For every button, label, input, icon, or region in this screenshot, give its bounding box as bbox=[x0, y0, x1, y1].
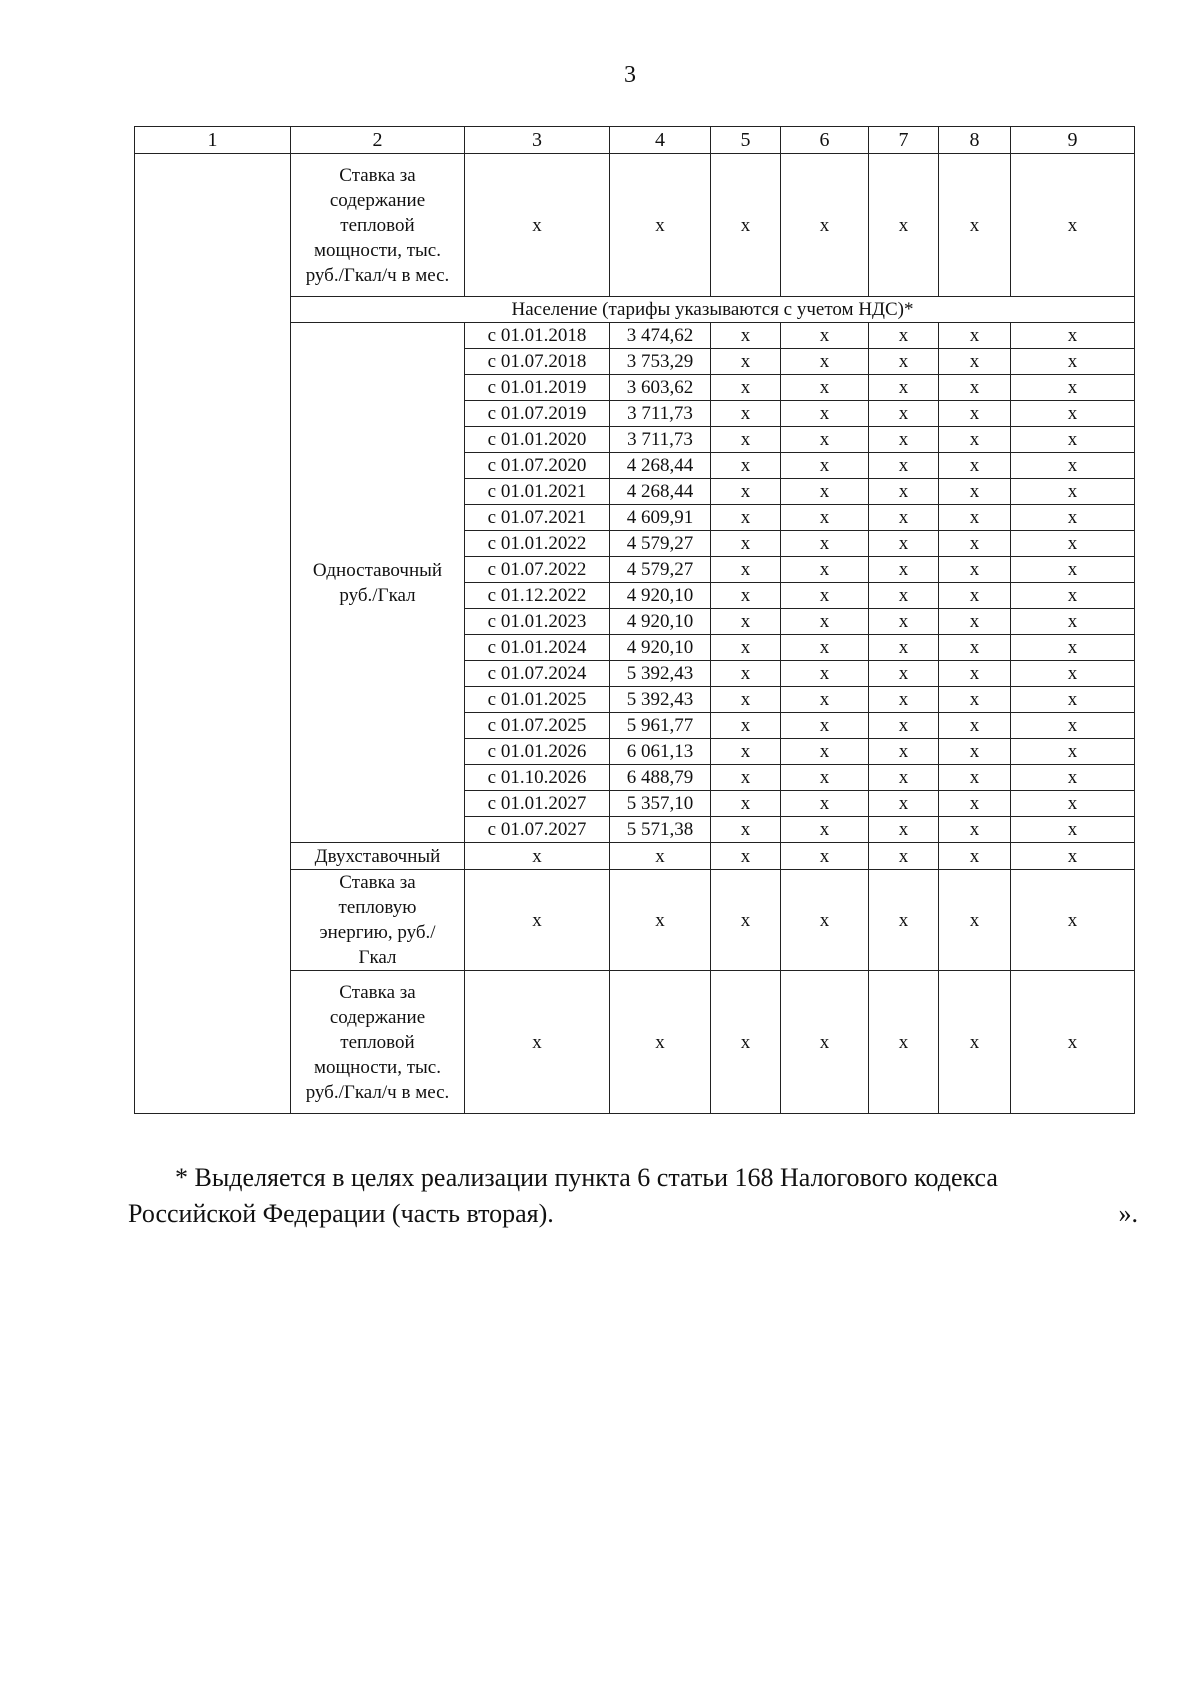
x-cell: х bbox=[1011, 791, 1135, 817]
header-cell: 8 bbox=[939, 127, 1011, 154]
date-cell: с 01.01.2023 bbox=[465, 609, 610, 635]
x-cell: х bbox=[1011, 427, 1135, 453]
value-cell: 5 357,10 bbox=[610, 791, 711, 817]
value-cell: 4 579,27 bbox=[610, 557, 711, 583]
value-cell: 4 920,10 bbox=[610, 609, 711, 635]
x-cell: х bbox=[869, 154, 939, 297]
value-cell: 4 268,44 bbox=[610, 479, 711, 505]
x-cell: х bbox=[939, 427, 1011, 453]
x-cell: х bbox=[1011, 557, 1135, 583]
x-cell: х bbox=[869, 323, 939, 349]
header-cell: 2 bbox=[291, 127, 465, 154]
header-cell: 7 bbox=[869, 127, 939, 154]
x-cell: х bbox=[869, 479, 939, 505]
x-cell: х bbox=[869, 765, 939, 791]
x-cell: х bbox=[711, 661, 781, 687]
section-title: Население (тарифы указываются с учетом НДС)* bbox=[291, 297, 1135, 323]
row-label: Ставка за содержание тепловой мощности, тыс. руб./Гкал/ч в мес. bbox=[291, 971, 465, 1114]
date-cell: с 01.07.2024 bbox=[465, 661, 610, 687]
x-cell: х bbox=[869, 791, 939, 817]
x-cell: х bbox=[939, 557, 1011, 583]
x-cell: х bbox=[1011, 661, 1135, 687]
value-cell: 5 571,38 bbox=[610, 817, 711, 843]
x-cell: х bbox=[610, 843, 711, 870]
x-cell: х bbox=[1011, 583, 1135, 609]
value-cell: 6 061,13 bbox=[610, 739, 711, 765]
x-cell: х bbox=[939, 531, 1011, 557]
x-cell: х bbox=[939, 791, 1011, 817]
date-cell: с 01.01.2021 bbox=[465, 479, 610, 505]
header-cell: 3 bbox=[465, 127, 610, 154]
x-cell: х bbox=[1011, 687, 1135, 713]
x-cell: х bbox=[781, 531, 869, 557]
x-cell: х bbox=[939, 687, 1011, 713]
x-cell: х bbox=[781, 453, 869, 479]
x-cell: х bbox=[939, 739, 1011, 765]
value-cell: 4 920,10 bbox=[610, 635, 711, 661]
x-cell: х bbox=[869, 349, 939, 375]
row-label: Ставка за содержание тепловой мощности, тыс. руб./Гкал/ч в мес. bbox=[291, 154, 465, 297]
value-cell: 3 753,29 bbox=[610, 349, 711, 375]
x-cell: х bbox=[711, 843, 781, 870]
row-label: Одноставочный руб./Гкал bbox=[291, 323, 465, 843]
x-cell: х bbox=[869, 687, 939, 713]
date-cell: с 01.01.2026 bbox=[465, 739, 610, 765]
x-cell: х bbox=[1011, 375, 1135, 401]
x-cell: х bbox=[869, 453, 939, 479]
x-cell: х bbox=[939, 843, 1011, 870]
x-cell: х bbox=[869, 817, 939, 843]
x-cell: х bbox=[781, 349, 869, 375]
x-cell: х bbox=[939, 870, 1011, 971]
x-cell: х bbox=[939, 154, 1011, 297]
footnote-line-1: * Выделяется в целях реализации пункта 6 статьи 168 Налогового кодекса bbox=[175, 1163, 998, 1192]
x-cell: х bbox=[869, 870, 939, 971]
tariff-table bbox=[134, 126, 1135, 1114]
x-cell: х bbox=[939, 583, 1011, 609]
date-cell: с 01.07.2022 bbox=[465, 557, 610, 583]
x-cell: х bbox=[1011, 323, 1135, 349]
x-cell: х bbox=[869, 971, 939, 1114]
x-cell: х bbox=[711, 739, 781, 765]
x-cell: х bbox=[711, 349, 781, 375]
date-cell: с 01.07.2018 bbox=[465, 349, 610, 375]
value-cell: 4 609,91 bbox=[610, 505, 711, 531]
x-cell: х bbox=[869, 609, 939, 635]
value-cell: 5 392,43 bbox=[610, 687, 711, 713]
page-number: 3 bbox=[624, 62, 636, 88]
x-cell: х bbox=[711, 713, 781, 739]
x-cell: х bbox=[781, 401, 869, 427]
x-cell: х bbox=[939, 401, 1011, 427]
value-cell: 5 392,43 bbox=[610, 661, 711, 687]
value-cell: 5 961,77 bbox=[610, 713, 711, 739]
closing-quote: ». bbox=[1118, 1199, 1138, 1228]
x-cell: х bbox=[1011, 870, 1135, 971]
x-cell: х bbox=[711, 791, 781, 817]
x-cell: х bbox=[781, 609, 869, 635]
date-cell: с 01.07.2019 bbox=[465, 401, 610, 427]
header-cell: 4 bbox=[610, 127, 711, 154]
x-cell: х bbox=[939, 349, 1011, 375]
x-cell: х bbox=[939, 609, 1011, 635]
footnote-line-2: Российской Федерации (часть вторая). bbox=[128, 1199, 554, 1228]
date-cell: с 01.10.2026 bbox=[465, 765, 610, 791]
x-cell: х bbox=[610, 154, 711, 297]
header-cell: 5 bbox=[711, 127, 781, 154]
x-cell: х bbox=[711, 505, 781, 531]
x-cell: х bbox=[711, 870, 781, 971]
x-cell: х bbox=[869, 739, 939, 765]
x-cell: х bbox=[1011, 817, 1135, 843]
x-cell: х bbox=[781, 765, 869, 791]
x-cell: х bbox=[869, 427, 939, 453]
x-cell: х bbox=[869, 375, 939, 401]
x-cell: х bbox=[781, 713, 869, 739]
x-cell: х bbox=[1011, 713, 1135, 739]
x-cell: х bbox=[939, 765, 1011, 791]
x-cell: х bbox=[1011, 739, 1135, 765]
value-cell: 6 488,79 bbox=[610, 765, 711, 791]
x-cell: х bbox=[1011, 349, 1135, 375]
row-label: Двухставочный bbox=[291, 843, 465, 870]
x-cell: х bbox=[939, 505, 1011, 531]
x-cell: х bbox=[1011, 453, 1135, 479]
header-cell: 6 bbox=[781, 127, 869, 154]
x-cell: х bbox=[465, 154, 610, 297]
x-cell: х bbox=[711, 609, 781, 635]
date-cell: с 01.12.2022 bbox=[465, 583, 610, 609]
x-cell: х bbox=[869, 531, 939, 557]
x-cell: х bbox=[610, 971, 711, 1114]
x-cell: х bbox=[1011, 505, 1135, 531]
x-cell: х bbox=[869, 713, 939, 739]
date-cell: с 01.01.2019 bbox=[465, 375, 610, 401]
x-cell: х bbox=[711, 971, 781, 1114]
x-cell: х bbox=[711, 453, 781, 479]
x-cell: х bbox=[939, 635, 1011, 661]
x-cell: х bbox=[711, 557, 781, 583]
header-cell: 9 bbox=[1011, 127, 1135, 154]
x-cell: х bbox=[1011, 843, 1135, 870]
x-cell: х bbox=[781, 583, 869, 609]
x-cell: х bbox=[711, 635, 781, 661]
x-cell: х bbox=[1011, 531, 1135, 557]
date-cell: с 01.01.2020 bbox=[465, 427, 610, 453]
x-cell: х bbox=[781, 427, 869, 453]
x-cell: х bbox=[869, 401, 939, 427]
date-cell: с 01.01.2024 bbox=[465, 635, 610, 661]
x-cell: х bbox=[1011, 154, 1135, 297]
x-cell: х bbox=[1011, 401, 1135, 427]
x-cell: х bbox=[711, 687, 781, 713]
x-cell: х bbox=[939, 971, 1011, 1114]
x-cell: х bbox=[869, 583, 939, 609]
date-cell: с 01.01.2018 bbox=[465, 323, 610, 349]
footnote bbox=[128, 1160, 1138, 1232]
first-column-cell bbox=[135, 154, 291, 1114]
x-cell: х bbox=[781, 687, 869, 713]
x-cell: х bbox=[1011, 635, 1135, 661]
x-cell: х bbox=[781, 661, 869, 687]
x-cell: х bbox=[781, 505, 869, 531]
x-cell: х bbox=[711, 401, 781, 427]
value-cell: 4 920,10 bbox=[610, 583, 711, 609]
value-cell: 3 474,62 bbox=[610, 323, 711, 349]
value-cell: 3 603,62 bbox=[610, 375, 711, 401]
x-cell: х bbox=[711, 479, 781, 505]
x-cell: х bbox=[939, 453, 1011, 479]
row-label: Ставка за тепловую энергию, руб./Гкал bbox=[291, 870, 465, 971]
date-cell: с 01.07.2020 bbox=[465, 453, 610, 479]
date-cell: с 01.07.2027 bbox=[465, 817, 610, 843]
x-cell: х bbox=[781, 154, 869, 297]
x-cell: х bbox=[869, 843, 939, 870]
x-cell: х bbox=[711, 427, 781, 453]
x-cell: х bbox=[711, 323, 781, 349]
x-cell: х bbox=[869, 635, 939, 661]
date-cell: с 01.07.2025 bbox=[465, 713, 610, 739]
x-cell: х bbox=[781, 375, 869, 401]
x-cell: х bbox=[869, 557, 939, 583]
value-cell: 3 711,73 bbox=[610, 401, 711, 427]
x-cell: х bbox=[939, 817, 1011, 843]
x-cell: х bbox=[781, 843, 869, 870]
x-cell: х bbox=[939, 323, 1011, 349]
x-cell: х bbox=[781, 479, 869, 505]
date-cell: с 01.01.2025 bbox=[465, 687, 610, 713]
x-cell: х bbox=[781, 870, 869, 971]
x-cell: х bbox=[781, 739, 869, 765]
x-cell: х bbox=[1011, 765, 1135, 791]
x-cell: х bbox=[781, 817, 869, 843]
header-row bbox=[135, 127, 1135, 154]
x-cell: х bbox=[465, 870, 610, 971]
x-cell: х bbox=[781, 635, 869, 661]
x-cell: х bbox=[939, 713, 1011, 739]
x-cell: х bbox=[1011, 479, 1135, 505]
date-cell: с 01.01.2022 bbox=[465, 531, 610, 557]
x-cell: х bbox=[465, 843, 610, 870]
x-cell: х bbox=[711, 375, 781, 401]
header-cell: 1 bbox=[135, 127, 291, 154]
x-cell: х bbox=[711, 765, 781, 791]
x-cell: х bbox=[781, 323, 869, 349]
value-cell: 4 268,44 bbox=[610, 453, 711, 479]
x-cell: х bbox=[869, 505, 939, 531]
date-cell: с 01.01.2027 bbox=[465, 791, 610, 817]
x-cell: х bbox=[781, 557, 869, 583]
x-cell: х bbox=[610, 870, 711, 971]
table-row bbox=[135, 154, 1135, 297]
value-cell: 4 579,27 bbox=[610, 531, 711, 557]
x-cell: х bbox=[781, 971, 869, 1114]
x-cell: х bbox=[1011, 971, 1135, 1114]
value-cell: 3 711,73 bbox=[610, 427, 711, 453]
x-cell: х bbox=[711, 817, 781, 843]
x-cell: х bbox=[1011, 609, 1135, 635]
x-cell: х bbox=[781, 791, 869, 817]
x-cell: х bbox=[711, 583, 781, 609]
x-cell: х bbox=[465, 971, 610, 1114]
x-cell: х bbox=[869, 661, 939, 687]
x-cell: х bbox=[939, 661, 1011, 687]
x-cell: х bbox=[711, 154, 781, 297]
x-cell: х bbox=[939, 375, 1011, 401]
x-cell: х bbox=[711, 531, 781, 557]
date-cell: с 01.07.2021 bbox=[465, 505, 610, 531]
x-cell: х bbox=[939, 479, 1011, 505]
